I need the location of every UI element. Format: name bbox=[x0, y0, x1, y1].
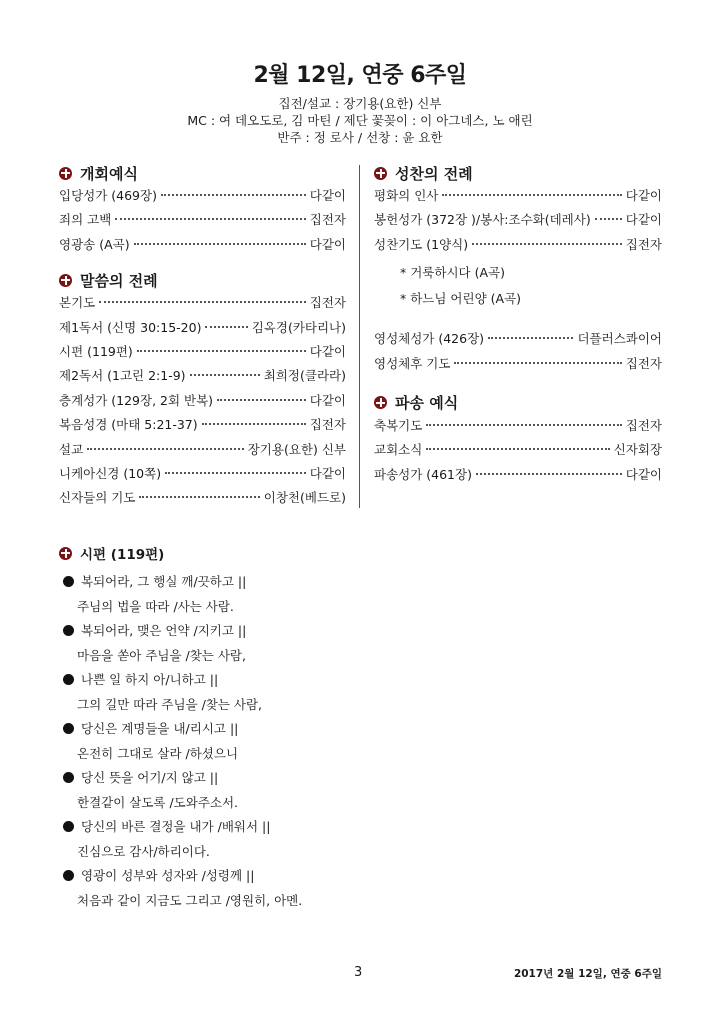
order-item: 죄의 고백 집전자 bbox=[59, 212, 346, 228]
left-column bbox=[59, 160, 346, 513]
cross-icon bbox=[59, 274, 72, 287]
order-item: 니케아신경 (10쪽) 다같이 bbox=[59, 465, 346, 481]
psalm-line: 처음과 같이 지금도 그리고 /영원히, 아멘. bbox=[77, 892, 303, 908]
section-title: 성찬의 전례 bbox=[395, 164, 473, 183]
bullet-icon bbox=[63, 870, 74, 881]
order-item: 평화의 인사 다같이 bbox=[374, 188, 662, 203]
order-item: 입당성가 (469장) 다같이 bbox=[59, 188, 346, 203]
page-title: 2월 12일, 연중 6주일 bbox=[253, 63, 467, 88]
bullet-icon bbox=[63, 821, 74, 832]
order-item: 제1독서 (신명 30:15-20) 김옥경(카타리나) bbox=[59, 319, 346, 335]
cross-icon bbox=[374, 396, 387, 409]
order-item: 설교 장기용(요한) 신부 bbox=[59, 441, 346, 457]
psalm-line: 당신은 계명들을 내/리시고 || bbox=[63, 716, 663, 741]
credit-line-celebrant: 집전/설교 : 장기용(요한) 신부 bbox=[278, 96, 442, 111]
bullet-icon bbox=[63, 625, 74, 636]
psalm-line: 나쁜 일 하지 아/니하고 || bbox=[63, 667, 663, 692]
credit-line-mc: MC : 여 데오도로, 김 마틴 / 제단 꽃꽂이 : 이 아그네스, 노 애린 bbox=[187, 113, 533, 128]
psalm-heading bbox=[59, 542, 164, 564]
order-item: 성찬기도 (1양식) 집전자 bbox=[374, 236, 662, 252]
order-item: 신자들의 기도 이창천(베드로) bbox=[59, 490, 346, 506]
psalm-line: 주님의 법을 따라 /사는 사람. bbox=[77, 598, 234, 614]
cross-icon bbox=[374, 167, 387, 180]
sub-item: * 거룩하시다 (A곡) bbox=[400, 265, 505, 281]
order-item: 시편 (119편) 다같이 bbox=[59, 343, 346, 359]
bullet-icon bbox=[63, 674, 74, 685]
section-dismissal bbox=[374, 390, 662, 416]
order-item: 교회소식 신자회장 bbox=[374, 442, 662, 458]
psalm-line: 진심으로 감사/하리이다. bbox=[77, 843, 210, 859]
order-item: 봉헌성가 (372장 )/봉사:조수화(데레사) 다같이 bbox=[374, 212, 662, 228]
psalm-line: 영광이 성부와 성자와 /성령께 || bbox=[63, 863, 663, 888]
section-title: 말씀의 전례 bbox=[80, 271, 158, 290]
cross-icon bbox=[59, 167, 72, 180]
section-title: 개회예식 bbox=[80, 164, 138, 183]
cross-icon bbox=[59, 547, 72, 560]
psalm-line: 당신의 바른 결정을 내가 /배워서 || bbox=[63, 814, 663, 839]
order-item: 제2독서 (1고린 2:1-9) 최희정(클라라) bbox=[59, 368, 346, 384]
psalm-line: 복되어라, 그 행실 깨/끗하고 || bbox=[63, 569, 663, 594]
bullet-icon bbox=[63, 723, 74, 734]
psalm-line: 한결같이 살도록 /도와주소서. bbox=[77, 794, 239, 810]
order-item: 영성체성가 (426장) 더플러스콰이어 bbox=[374, 331, 662, 347]
credits bbox=[0, 95, 720, 146]
order-item: 본기도 집전자 bbox=[59, 295, 346, 311]
section-title: 파송 예식 bbox=[395, 394, 459, 413]
bullet-icon bbox=[63, 772, 74, 783]
sub-item: * 하느님 어린양 (A곡) bbox=[400, 291, 521, 307]
page-number: 3 bbox=[354, 965, 363, 980]
order-item: 파송성가 (461장) 다같이 bbox=[374, 466, 662, 482]
psalm-title: 시편 (119편) bbox=[80, 547, 165, 563]
order-item: 축복기도 집전자 bbox=[374, 417, 662, 433]
column-divider bbox=[359, 165, 360, 508]
order-item: 복음성경 (마태 5:21-37) 집전자 bbox=[59, 417, 346, 433]
order-item: 층계성가 (129장, 2회 반복) 다같이 bbox=[59, 392, 346, 408]
psalm-text bbox=[63, 569, 663, 912]
order-item: 영성체후 기도 집전자 bbox=[374, 355, 662, 371]
psalm-line: 온전히 그대로 살라 /하셨으니 bbox=[77, 745, 239, 761]
right-column bbox=[374, 160, 662, 489]
psalm-line: 복되어라, 맺은 언약 /지키고 || bbox=[63, 618, 663, 643]
section-liturgy-of-eucharist bbox=[374, 160, 662, 186]
order-item: 영광송 (A곡) 다같이 bbox=[59, 236, 346, 252]
footer-date: 2017년 2월 12일, 연중 6주일 bbox=[513, 968, 662, 980]
bullet-icon bbox=[63, 576, 74, 587]
section-liturgy-of-word bbox=[59, 267, 346, 293]
psalm-line: 당신 뜻을 어기/지 않고 || bbox=[63, 765, 663, 790]
credit-line-music: 반주 : 정 로사 / 선창 : 윤 요한 bbox=[277, 130, 443, 145]
psalm-line: 그의 길만 따라 주님을 /찾는 사람, bbox=[77, 696, 263, 712]
psalm-line: 마음을 쏟아 주님을 /찾는 사람, bbox=[77, 647, 246, 663]
section-opening-rites bbox=[59, 160, 346, 186]
